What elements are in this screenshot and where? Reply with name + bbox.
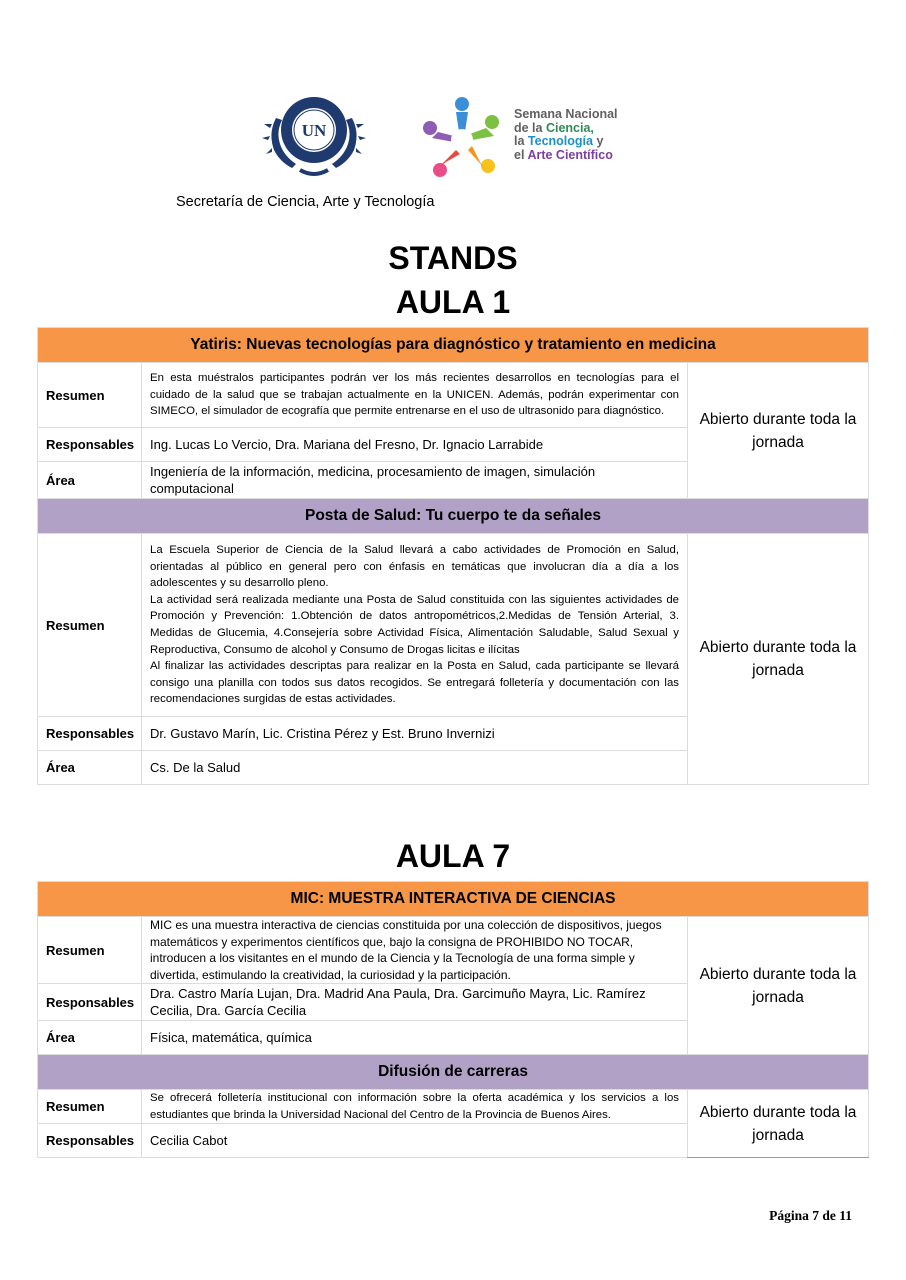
responsables-label: Responsables bbox=[38, 1124, 142, 1158]
resumen-label: Resumen bbox=[38, 917, 142, 984]
stand-title: Yatiris: Nuevas tecnologías para diagnóstico y tratamiento en medicina bbox=[38, 328, 869, 363]
area-text: Física, matemática, química bbox=[142, 1021, 688, 1055]
responsables-label: Responsables bbox=[38, 428, 142, 462]
svg-text:UN: UN bbox=[301, 121, 327, 140]
table-row bbox=[38, 917, 869, 984]
resumen-text: Se ofrecerá folletería institucional con información sobre la oferta académica y los servicios a los estudiantes que brinda la Universidad Nacional del Centro de la Provincia de Buenos Aires. bbox=[142, 1090, 688, 1124]
area-text: Ingeniería de la información, medicina, procesamiento de imagen, simulación computacional bbox=[142, 462, 688, 499]
page-header bbox=[0, 0, 906, 220]
responsables-text: Dr. Gustavo Marín, Lic. Cristina Pérez y Est. Bruno Invernizi bbox=[142, 717, 688, 751]
table-row bbox=[38, 534, 869, 717]
stands-title: STANDS bbox=[388, 240, 518, 276]
stand-title: MIC: MUESTRA INTERACTIVA DE CIENCIAS bbox=[38, 882, 869, 917]
responsables-label: Responsables bbox=[38, 717, 142, 751]
resumen-paragraph: Al finalizar las actividades descriptas para realizar en la Posta en Salud, cada participante se llevará consigo una planilla con todos sus datos recogidos. Se entregará folletería y documentación con las recomendaciones surgidas de estas actividades. bbox=[150, 660, 679, 706]
responsables-label: Responsables bbox=[38, 984, 142, 1021]
semana-line2: de la Ciencia, bbox=[514, 120, 594, 135]
responsables-text: Cecilia Cabot bbox=[142, 1124, 688, 1158]
aula1-table bbox=[37, 327, 869, 785]
stand-title: Difusión de carreras bbox=[38, 1055, 869, 1090]
horario-text: Abierto durante toda la jornada bbox=[688, 534, 869, 785]
responsables-text: Ing. Lucas Lo Vercio, Dra. Mariana del Fresno, Dr. Ignacio Larrabide bbox=[142, 428, 688, 462]
area-label: Área bbox=[38, 751, 142, 785]
resumen-text bbox=[142, 534, 688, 717]
star-people-icon bbox=[414, 92, 510, 188]
resumen-paragraph: La actividad será realizada mediante una Posta de Salud constituida con las siguientes actividades de Promoción y Prevención: 1.Obtención de datos antropométricos,2.Medidas de Tensión Arterial, 3. Medidas de Glucemia, 4.Consejería sobre Actividad Física, Alimentación Saludable, Salud Sexual y Reproductiva, Consumo de alcohol y Consumo de Drogas licitas e ilícitas bbox=[150, 593, 679, 656]
responsables-text: Dra. Castro María Lujan, Dra. Madrid Ana Paula, Dra. Garcimuño Mayra, Lic. Ramírez Cecilia, Dra. García Cecilia bbox=[142, 984, 688, 1021]
secretaria-label: Secretaría de Ciencia, Arte y Tecnología bbox=[176, 194, 435, 210]
resumen-paragraph: La Escuela Superior de Ciencia de la Salud llevará a cabo actividades de Promoción en Salud, orientadas al público en general pero con énfasis en temáticas que involucran día a día a los adolescentes y su desarrollo pleno. bbox=[150, 544, 679, 590]
page-number: Página 7 de 11 bbox=[769, 1208, 852, 1223]
area-text: Cs. De la Salud bbox=[142, 751, 688, 785]
semana-line1: Semana Nacional bbox=[514, 107, 618, 121]
aula7-title: AULA 7 bbox=[395, 838, 511, 874]
aula7-table bbox=[37, 881, 869, 1158]
aula1-title: AULA 1 bbox=[395, 284, 511, 320]
resumen-text: MIC es una muestra interactiva de ciencias constituida por una colección de dispositivos, juegos matemáticos y experimentos científicos que, bajo la consigna de PROHIBIDO NO TOCAR, introducen a los visitantes en el mundo de la Ciencia y la Tecnología de una forma simple y divertida, estimulando la creatividad, la curiosidad y la participación. bbox=[142, 917, 688, 984]
horario-text: Abierto durante toda la jornada bbox=[688, 1090, 869, 1158]
university-seal-logo bbox=[262, 88, 366, 178]
area-label: Área bbox=[38, 462, 142, 499]
table-row bbox=[38, 363, 869, 428]
table-row bbox=[38, 1055, 869, 1090]
stand-title: Posta de Salud: Tu cuerpo te da señales bbox=[38, 499, 869, 534]
area-label: Área bbox=[38, 1021, 142, 1055]
resumen-label: Resumen bbox=[38, 1090, 142, 1124]
table-row bbox=[38, 882, 869, 917]
table-row bbox=[38, 499, 869, 534]
horario-text: Abierto durante toda la jornada bbox=[688, 917, 869, 1055]
semana-line3: la Tecnología y bbox=[514, 134, 604, 148]
resumen-label: Resumen bbox=[38, 363, 142, 428]
resumen-text: En esta muéstralos participantes podrán ver los más recientes desarrollos en tecnologías para el cuidado de la salud que se trabajan actualmente en la UNICEN. Además, podrán experimentar con SIMECO, el simulador de ecografía que permite entrenarse en el uso de ultrasonido para diagnóstico. bbox=[142, 363, 688, 428]
table-row bbox=[38, 328, 869, 363]
semana-nacional-logo bbox=[414, 92, 654, 192]
resumen-label: Resumen bbox=[38, 534, 142, 717]
table-row bbox=[38, 1090, 869, 1124]
horario-text: Abierto durante toda la jornada bbox=[688, 363, 869, 499]
semana-line4: el Arte Científico bbox=[514, 147, 613, 162]
